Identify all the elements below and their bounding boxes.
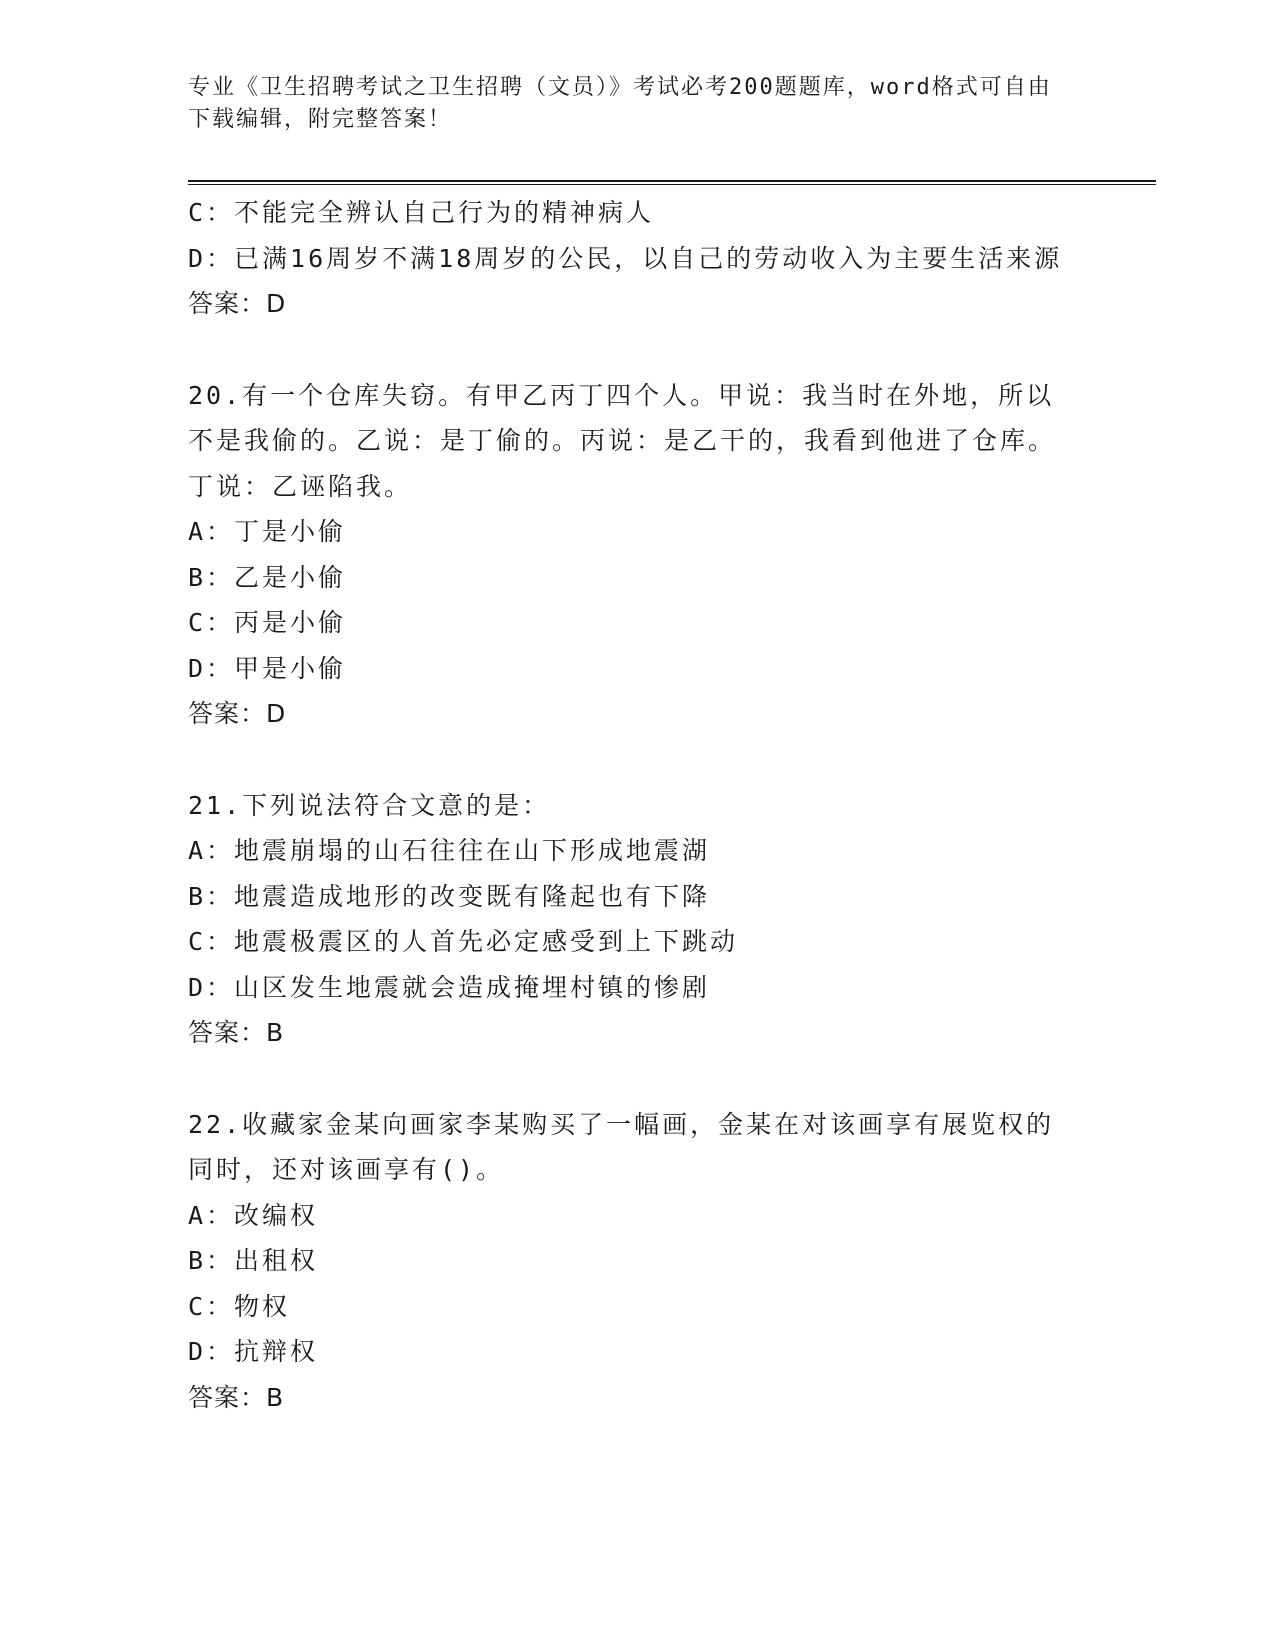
option-a: A：丁是小偷 bbox=[188, 517, 347, 546]
option-d: D：已满16周岁不满18周岁的公民，以自己的劳动收入为主要生活来源 bbox=[188, 243, 1063, 273]
question-22 bbox=[188, 1102, 1068, 1421]
option-c: C：物权 bbox=[188, 1291, 291, 1321]
document-body bbox=[188, 190, 1068, 1420]
answer-line: 答案：D bbox=[188, 699, 287, 728]
option-a: A：改编权 bbox=[188, 1200, 319, 1230]
option-d: D：抗辩权 bbox=[188, 1337, 319, 1366]
header-divider bbox=[188, 180, 1156, 185]
option-c: C：地震极震区的人首先必定感受到上下跳动 bbox=[188, 927, 739, 956]
question-stem: 20.有一个仓库失窃。有甲乙丙丁四个人。甲说：我当时在外地，所以不是我偷的。乙说：是丁偷的。丙说：是乙干的，我看到他进了仓库。丁说：乙诬陷我。 bbox=[188, 380, 1057, 501]
header-text: 专业《卫生招聘考试之卫生招聘（文员）》考试必考200题题库，word格式可自由下载编辑，附完整答案！ bbox=[188, 75, 1052, 132]
option-b: B：出租权 bbox=[188, 1246, 319, 1275]
option-c: C：丙是小偷 bbox=[188, 608, 347, 637]
question-stem: 21.下列说法符合文意的是： bbox=[188, 790, 551, 820]
continued-question bbox=[188, 190, 1068, 327]
option-d: D：甲是小偷 bbox=[188, 653, 347, 683]
spacer bbox=[188, 327, 1068, 373]
question-stem: 22.收藏家金某向画家李某购买了一幅画，金某在对该画享有展览权的同时，还对该画享有()。 bbox=[188, 1109, 1055, 1184]
answer-line: 答案：B bbox=[188, 1018, 285, 1047]
option-d: D：山区发生地震就会造成掩埋村镇的惨剧 bbox=[188, 972, 711, 1002]
answer-line: 答案：D bbox=[188, 289, 287, 318]
spacer bbox=[188, 1056, 1068, 1102]
answer-line: 答案：B bbox=[188, 1382, 285, 1412]
question-20 bbox=[188, 373, 1068, 737]
option-b: B：地震造成地形的改变既有隆起也有下降 bbox=[188, 881, 711, 911]
option-b: B：乙是小偷 bbox=[188, 562, 347, 592]
spacer bbox=[188, 737, 1068, 783]
page-header bbox=[188, 72, 1068, 136]
option-a: A：地震崩塌的山石往往在山下形成地震湖 bbox=[188, 836, 711, 865]
option-c: C：不能完全辨认自己行为的精神病人 bbox=[188, 198, 655, 227]
question-21 bbox=[188, 783, 1068, 1056]
